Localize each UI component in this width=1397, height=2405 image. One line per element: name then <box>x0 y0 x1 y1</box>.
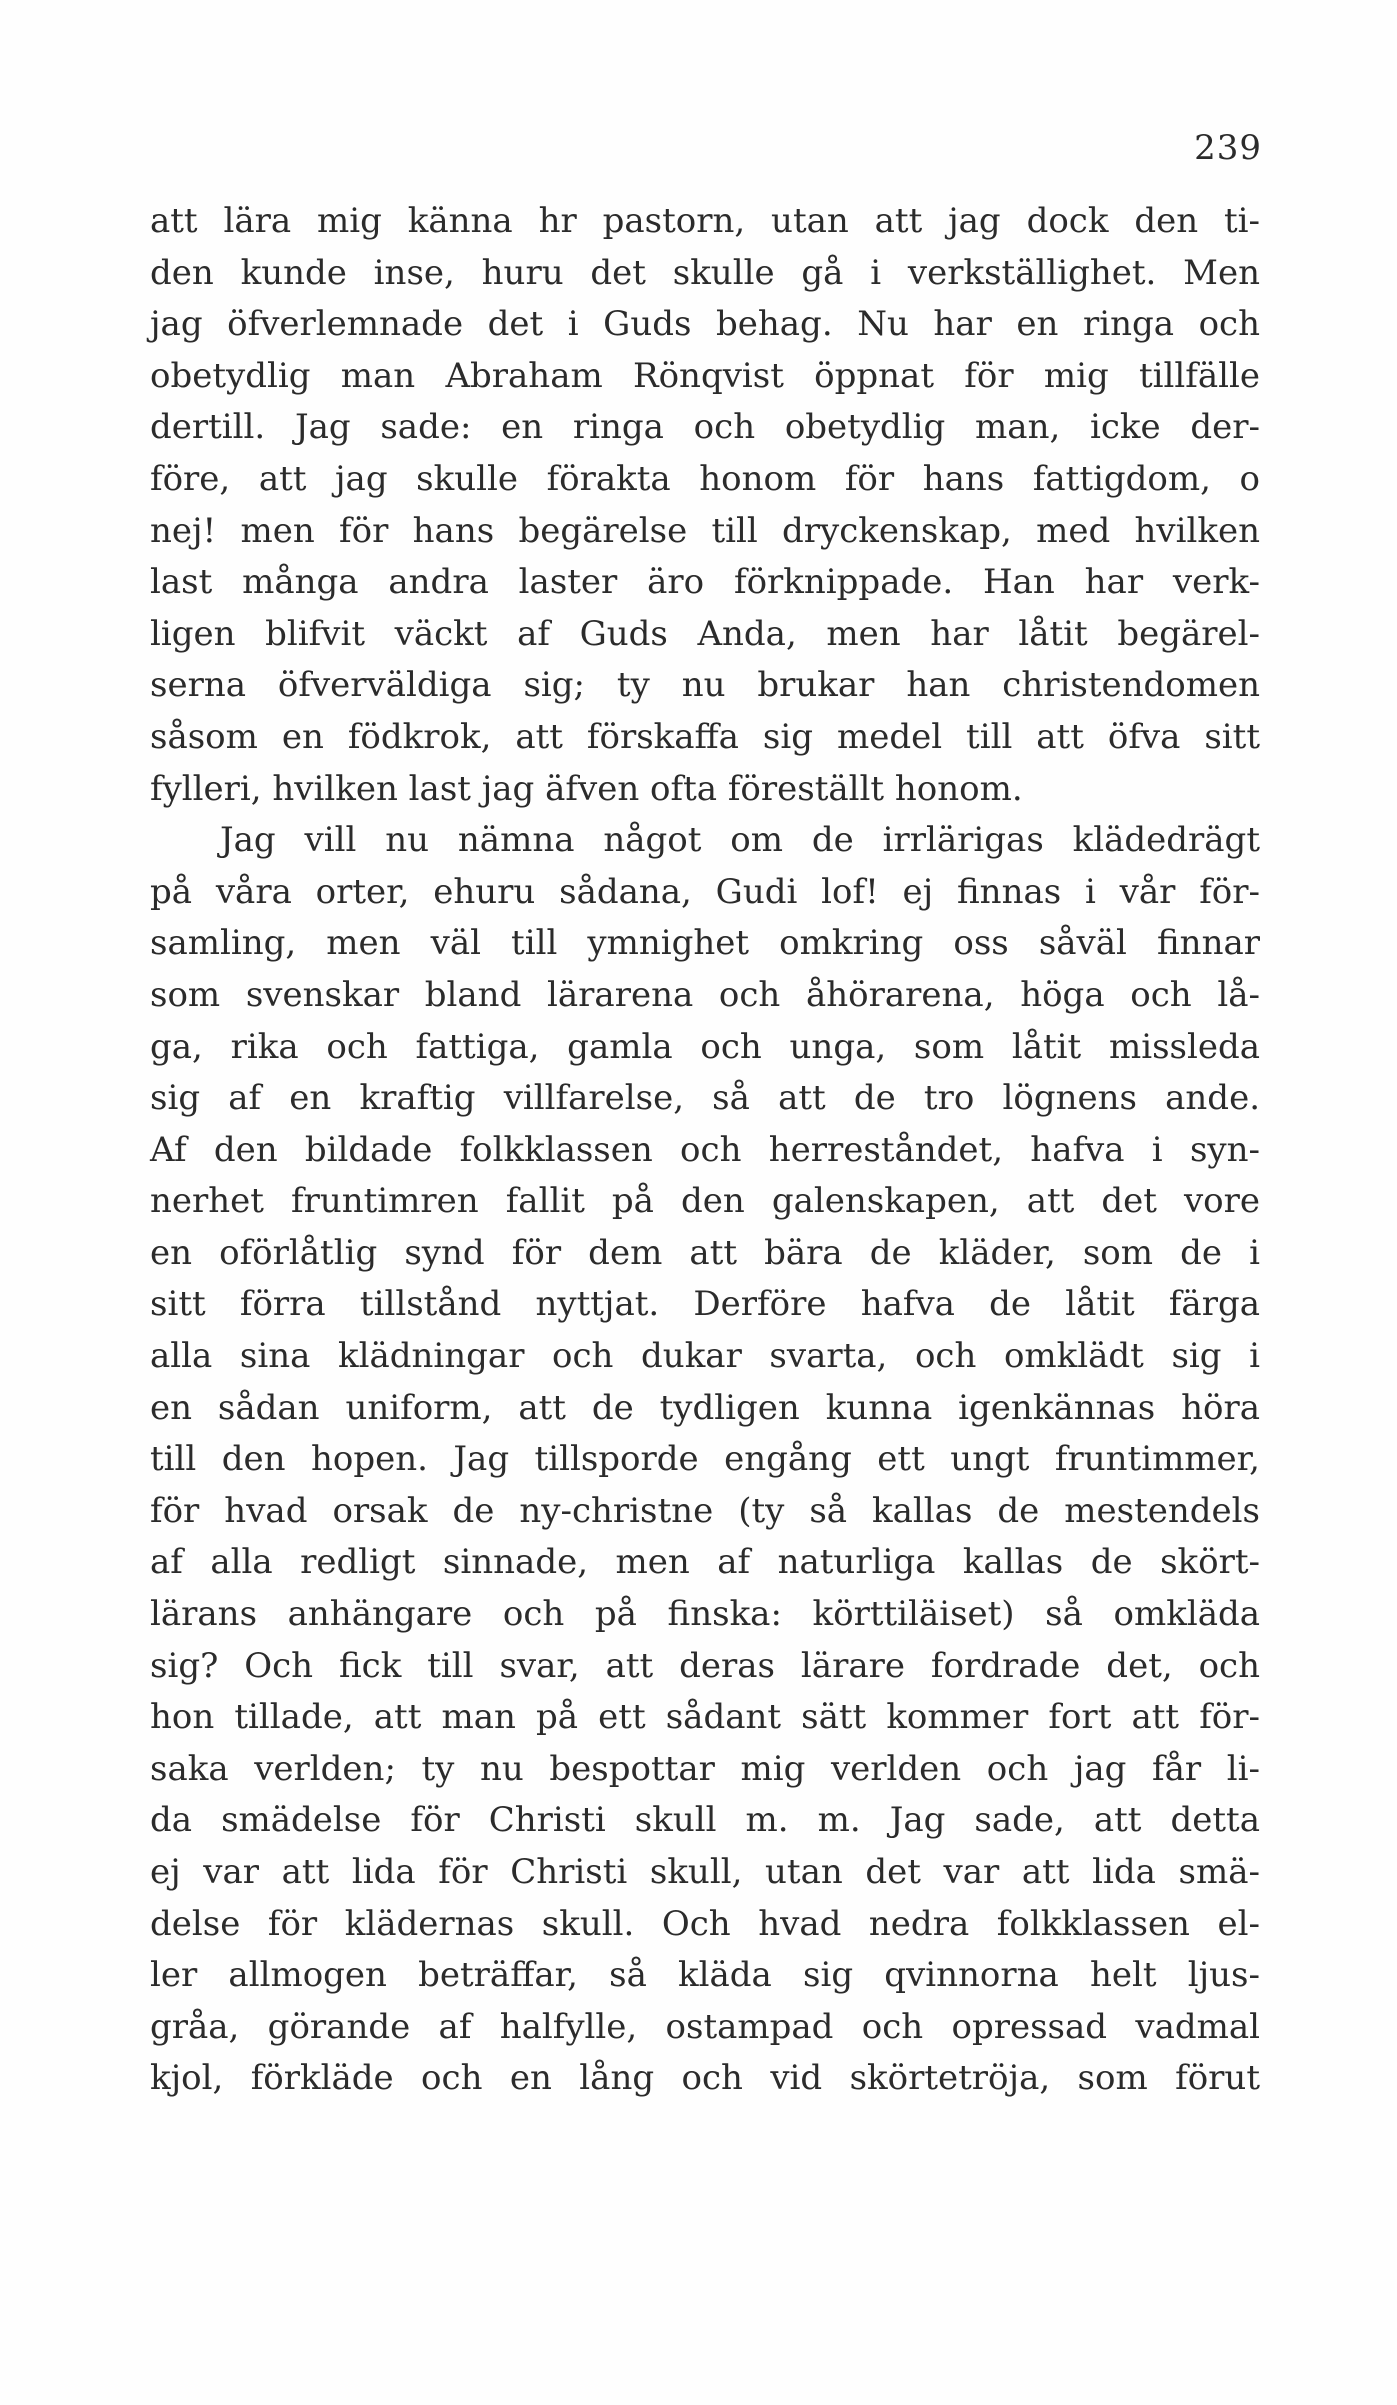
text-line: nej! men för hans begärelse till dryckenskap, med hvilken <box>150 510 1260 551</box>
text-line: serna öfverväldiga sig; ty nu brukar han christendomen <box>150 665 1260 706</box>
body-text <box>150 196 1260 2105</box>
text-line: ej var att lida för Christi skull, utan det var att lida smä- <box>150 1852 1260 1892</box>
text-line: sig af en kraftig villfarelse, så att de tro lögnens ande. <box>150 1078 1260 1119</box>
text-line: en oförlåtlig synd för dem att bära de kläder, som de i <box>150 1232 1260 1273</box>
text-line: delse för klädernas skull. Och hvad nedra folkklassen el- <box>150 1903 1260 1944</box>
text-line: nerhet fruntimren fallit på den galenskapen, att det vore <box>150 1181 1260 1222</box>
text-line: ler allmogen beträffar, så kläda sig qvinnorna helt ljus- <box>150 1955 1260 1996</box>
text-line: sig? Och fick till svar, att deras lärare fordrade det, och <box>150 1645 1260 1686</box>
text-line: ligen blifvit väckt af Guds Anda, men har låtit begärel- <box>150 613 1260 654</box>
text-line: en sådan uniform, att de tydligen kunna igenkännas höra <box>150 1387 1260 1428</box>
text-line: lärans anhängare och på finska: körttiläiset) så omkläda <box>150 1594 1260 1635</box>
text-line: på våra orter, ehuru sådana, Gudi lof! ej finnas i vår för- <box>150 871 1260 912</box>
text-line: som svenskar bland lärarena och åhörarena, höga och lå- <box>150 974 1260 1015</box>
text-line: såsom en födkrok, att förskaffa sig medel till att öfva sitt <box>150 716 1260 757</box>
text-line: obetydlig man Abraham Rönqvist öppnat för mig tillfälle <box>150 355 1260 396</box>
text-line: Jag vill nu nämna något om de irrlärigas klädedrägt <box>220 820 1260 861</box>
text-line: den kunde inse, huru det skulle gå i verkställighet. Men <box>150 252 1260 293</box>
text-line: jag öfverlemnade det i Guds behag. Nu har en ringa och <box>150 304 1260 345</box>
text-line: att lära mig känna hr pastorn, utan att jag dock den ti- <box>150 201 1260 241</box>
text-line: ga, rika och fattiga, gamla och unga, som låtit missleda <box>150 1026 1260 1067</box>
text-line: hon tillade, att man på ett sådant sätt kommer fort att för- <box>150 1697 1260 1738</box>
text-line: före, att jag skulle förakta honom för hans fattigdom, o <box>150 458 1260 499</box>
text-line: kjol, förkläde och en lång och vid skörtetröja, som förut <box>150 2058 1260 2099</box>
text-line: Af den bildade folkklassen och herreståndet, hafva i syn- <box>150 1129 1260 1170</box>
text-line: gråa, görande af halfylle, ostampad och opressad vadmal <box>150 2006 1260 2047</box>
text-line: af alla redligt sinnade, men af naturliga kallas de skört- <box>150 1542 1260 1583</box>
text-line: da smädelse för Christi skull m. m. Jag sade, att detta <box>150 1800 1260 1841</box>
text-line: dertill. Jag sade: en ringa och obetydlig man, icke der- <box>150 407 1260 448</box>
text-line: last många andra laster äro förknippade. Han har verk- <box>150 562 1260 603</box>
text-line: sitt förra tillstånd nyttjat. Derföre hafva de låtit färga <box>150 1284 1260 1325</box>
text-line: samling, men väl till ymnighet omkring oss såväl finnar <box>150 923 1260 964</box>
page-number: 239 <box>1194 128 1262 168</box>
text-line: alla sina klädningar och dukar svarta, och omklädt sig i <box>150 1336 1260 1377</box>
text-line: för hvad orsak de ny-christne (ty så kallas de mestendels <box>150 1490 1260 1531</box>
text-line: till den hopen. Jag tillsporde engång ett ungt fruntimmer, <box>150 1439 1260 1480</box>
text-line: fylleri, hvilken last jag äfven ofta föreställt honom. <box>150 768 1023 809</box>
text-line: saka verlden; ty nu bespottar mig verlden och jag får li- <box>150 1748 1260 1789</box>
